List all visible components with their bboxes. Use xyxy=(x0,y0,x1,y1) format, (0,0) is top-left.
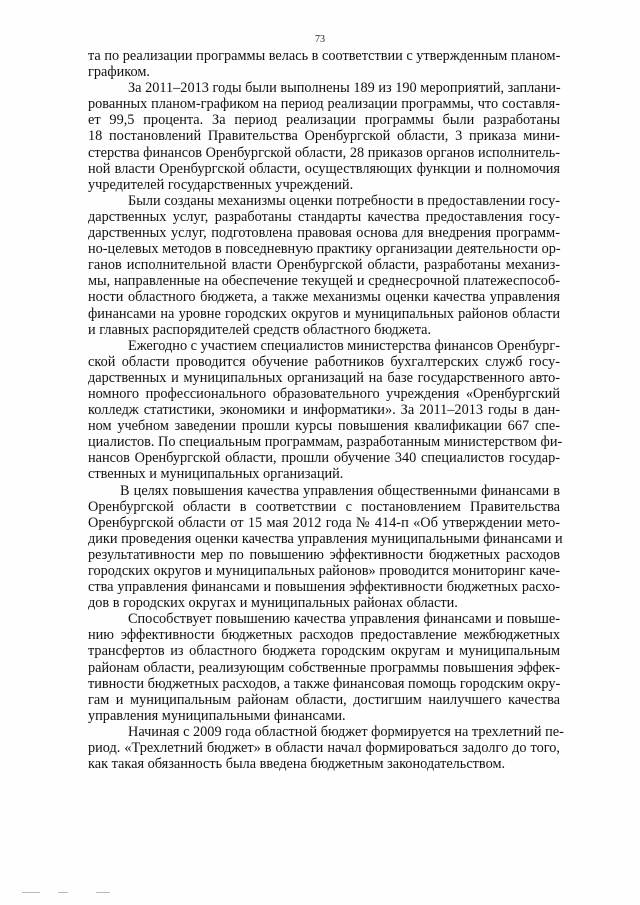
text-line: ном учебном заведении прошли курсы повышения квалификации 667 спе- xyxy=(88,418,560,435)
text-line: номного профессионального образовательного учреждения «Оренбургский xyxy=(88,385,560,402)
text-line: дарственных услуг, подготовлена правовая основа для внедрения программ- xyxy=(88,225,560,242)
text-line: ства управления финансами и повышения эффективности бюджетных расхо- xyxy=(88,579,560,596)
scan-edge-marks xyxy=(0,892,640,898)
text-line: Оренбургской области в соответствии с постановлением Правительства xyxy=(88,498,560,515)
text-line: дарственных услуг, разработаны стандарты качества предоставления госу- xyxy=(88,208,560,225)
paragraph xyxy=(88,482,563,612)
text-line: За 2011–2013 годы были выполнены 189 из 190 мероприятий, заплани- xyxy=(128,80,561,97)
text-line: и главных распорядителей средств областного бюджета. xyxy=(88,321,432,338)
text-line: Способствует повышению качества управления финансами и повыше- xyxy=(128,611,560,628)
text-line: Начиная с 2009 года областной бюджет формируется на трехлетний пе- xyxy=(128,723,564,740)
text-line: ной власти Оренбургской области, осуществляющих функции и полномочия xyxy=(88,160,560,177)
text-line: ности областного бюджета, а также механизмы оценки качества управления xyxy=(88,289,560,306)
text-line: В целях повышения качества управления общественными финансами в xyxy=(120,482,560,499)
text-line: управления муниципальными финансами. xyxy=(88,707,346,724)
text-line: риод. «Трехлетний бюджет» в области начал формироваться задолго до того, xyxy=(88,740,560,757)
text-line: трансфертов из областного бюджета городским округам и муниципальным xyxy=(88,643,560,660)
text-line: гам и муниципальным районам области, достигшим наилучшего качества xyxy=(88,691,560,708)
paragraph xyxy=(88,80,560,193)
paragraph xyxy=(88,611,560,724)
text-line: ганов исполнительной власти Оренбургской области, разработаны механиз- xyxy=(88,257,560,274)
text-line: ской области проводится обучение работников бухгалтерских служб госу- xyxy=(88,353,560,370)
text-line: учредителей государственных учреждений. xyxy=(88,176,354,193)
paragraph xyxy=(88,723,564,773)
text-line: результативности мер по повышению эффективности бюджетных расходов xyxy=(88,546,560,563)
text-line: Оренбургской области от 15 мая 2012 года № 414-п «Об утверждении мето- xyxy=(88,514,560,531)
text-line: рованных планом-графиком на период реализации программы, что составля- xyxy=(88,96,560,113)
text-line: но-целевых методов в повседневную практику организации деятельности ор- xyxy=(88,241,561,258)
text-line: дов в городских округах и муниципальных районах области. xyxy=(88,595,458,612)
text-line: городских округов и муниципальных районов» проводится мониторинг каче- xyxy=(88,563,560,579)
text-line: колледж статистики, экономики и информатики». За 2011–2013 годы в дан- xyxy=(88,402,560,419)
text-line: дарственных и муниципальных организаций на базе государственного авто- xyxy=(88,369,560,386)
body-text xyxy=(88,48,564,773)
text-line: районам области, реализующим собственные программы повышения эффек- xyxy=(88,659,560,676)
text-line: мы, направленные на обеспечение текущей и среднесрочной платежеспособ- xyxy=(88,273,560,290)
paragraph xyxy=(88,337,563,483)
paragraph xyxy=(88,48,560,80)
text-line: стерства финансов Оренбургской области, 28 приказов органов исполнитель- xyxy=(88,144,560,161)
text-line: финансами на уровне городских округов и муниципальных районов области xyxy=(88,305,560,322)
text-line: циалистов. По специальным программам, разработанным министерством фи- xyxy=(88,434,563,451)
scan-mark xyxy=(22,892,40,893)
text-line: та по реализации программы велась в соответствии с утвержденным планом- xyxy=(88,48,561,64)
text-line: нансов Оренбургской области, прошли обучение 340 специалистов государ- xyxy=(88,450,560,467)
scan-mark xyxy=(96,892,110,893)
text-line: Были созданы механизмы оценки потребности в предоставлении госу- xyxy=(128,192,560,209)
text-line: Ежегодно с участием специалистов министерства финансов Оренбург- xyxy=(128,337,560,354)
text-line: ственных и муниципальных организаций. xyxy=(88,466,344,483)
text-line: тивности бюджетных расходов, а также финансовая помощь городским окру- xyxy=(88,675,561,692)
scan-mark xyxy=(58,892,68,893)
text-line: дики проведения оценки качества управления муниципальными финансами и xyxy=(88,530,563,547)
paragraph xyxy=(88,193,560,338)
text-line: графиком. xyxy=(88,64,150,81)
text-line: как такая обязанность была введена бюджетным законодательством. xyxy=(88,756,506,773)
text-line: 18 постановлений Правительства Оренбургской области, 3 приказа мини- xyxy=(88,128,560,145)
text-line: ет 99,5 процента. За период реализации программы были разработаны xyxy=(88,112,560,129)
page-number: 73 xyxy=(315,34,325,45)
text-line: нию эффективности бюджетных расходов предоставление межбюджетных xyxy=(88,627,560,644)
